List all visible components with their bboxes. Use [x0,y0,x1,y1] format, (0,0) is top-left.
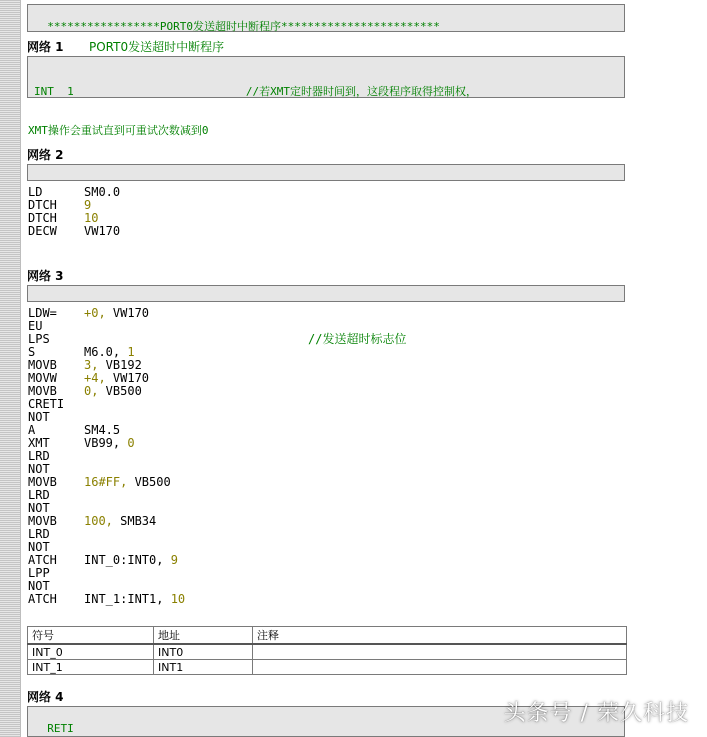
instruction: NOT [28,501,50,515]
operand: +0, [84,306,106,320]
network-4-comment-text: RETI [47,722,74,735]
network-3-comment[interactable] [27,285,625,302]
instruction: LDW= [28,306,57,320]
operand: INT_1:INT1, [84,592,164,606]
operand: +4, [84,371,106,385]
code-line[interactable] [28,225,120,238]
operand: M6.0, [84,345,121,359]
instruction: MOVB [28,358,57,372]
watermark: 头条号 / 荣久科技 [503,701,689,726]
code-line[interactable] [28,567,185,580]
program-header-comment[interactable] [27,4,625,32]
code-line[interactable] [28,320,185,333]
operand: 16#FF, [84,475,128,489]
operand: VW170 [105,306,150,320]
code-line[interactable] [28,554,185,567]
operand: 0, [84,384,99,398]
symbol-cell[interactable]: INT_1 [28,660,154,675]
network-3-title[interactable]: 网络 3 [27,269,64,283]
network-2-comment[interactable] [27,164,625,181]
address-cell[interactable]: INT0 [154,644,253,660]
comment-cell[interactable] [253,644,627,660]
instruction: EU [28,319,43,333]
network-2-title[interactable]: 网络 2 [27,148,64,162]
operand: SM0.0 [84,185,121,199]
instruction: XMT [28,436,50,450]
code-line[interactable] [28,476,185,489]
network-3-code[interactable] [28,306,407,606]
instruction: MOVB [28,514,57,528]
code-line[interactable] [28,398,185,411]
instruction: NOT [28,540,50,554]
comment-cell[interactable] [253,660,627,675]
operand: VB192 [98,358,142,372]
instruction: NOT [28,410,50,424]
operand: 3, [84,358,99,372]
symbol-table [27,626,627,675]
operand: VB500 [98,384,142,398]
instruction: LRD [28,527,50,541]
network-4-title[interactable]: 网络 4 [27,690,64,704]
address-col-header[interactable]: 地址 [154,627,253,645]
code-line[interactable] [28,489,185,502]
network-2-code[interactable] [28,186,120,238]
network-1-comment[interactable] [27,56,625,137]
instruction: MOVW [28,371,57,385]
program-header-text: *****************PORT0发送超时中断程序************************ [47,20,440,33]
operand: 9 [163,553,178,567]
symbol-col-header[interactable]: 符号 [28,627,154,645]
address-cell[interactable]: INT1 [154,660,253,675]
table-row[interactable] [28,660,627,675]
instruction: ATCH [28,592,57,606]
instruction: A [28,423,36,437]
instruction: NOT [28,462,50,476]
table-row[interactable] [28,644,627,660]
operand: SM4.5 [84,423,121,437]
operand: 0 [120,436,135,450]
instruction: LRD [28,488,50,502]
instruction: LPP [28,566,50,580]
network-1-comment-line1: INT 1 //若XMT定时器时间到，这段程序取得控制权， [34,85,478,98]
instruction: CRETI [28,397,65,411]
operand: VW170 [105,371,150,385]
instruction: MOVB [28,384,57,398]
comment-col-header[interactable]: 注释 [253,627,627,645]
instruction: LRD [28,449,50,463]
operand: 100, [84,514,113,528]
instruction: NOT [28,579,50,593]
network-1-title[interactable]: 网络 1 [27,40,64,54]
operand: 1 [120,345,135,359]
left-gutter [0,0,21,737]
symbol-table-header [28,627,627,645]
operand: VB99, [84,436,121,450]
code-line[interactable] [28,593,185,606]
line-comment: //发送超时标志位 [308,332,407,346]
operand: VB500 [127,475,171,489]
instruction: DTCH [28,211,57,225]
operand: 10 [163,592,186,606]
code-line[interactable] [28,437,185,450]
operand: SMB34 [112,514,157,528]
instruction: ATCH [28,553,57,567]
instruction: LPS [28,332,50,346]
instruction: LD [28,185,43,199]
symbol-cell[interactable]: INT_0 [28,644,154,660]
instruction: DTCH [28,198,57,212]
operand: INT_0:INT0, [84,553,164,567]
operand: 10 [84,211,99,225]
operand: 9 [84,198,92,212]
code-line[interactable] [28,528,185,541]
network-1-comment-line2: XMT操作会重试直到可重试次数减到0 [28,124,209,137]
instruction: S [28,345,36,359]
code-line[interactable] [28,307,185,320]
network-1-subtitle: PORT0发送超时中断程序 [89,40,225,54]
operand: VW170 [84,224,121,238]
instruction: MOVB [28,475,57,489]
code-line[interactable] [28,450,185,463]
instruction: DECW [28,224,57,238]
code-line[interactable] [28,515,185,528]
